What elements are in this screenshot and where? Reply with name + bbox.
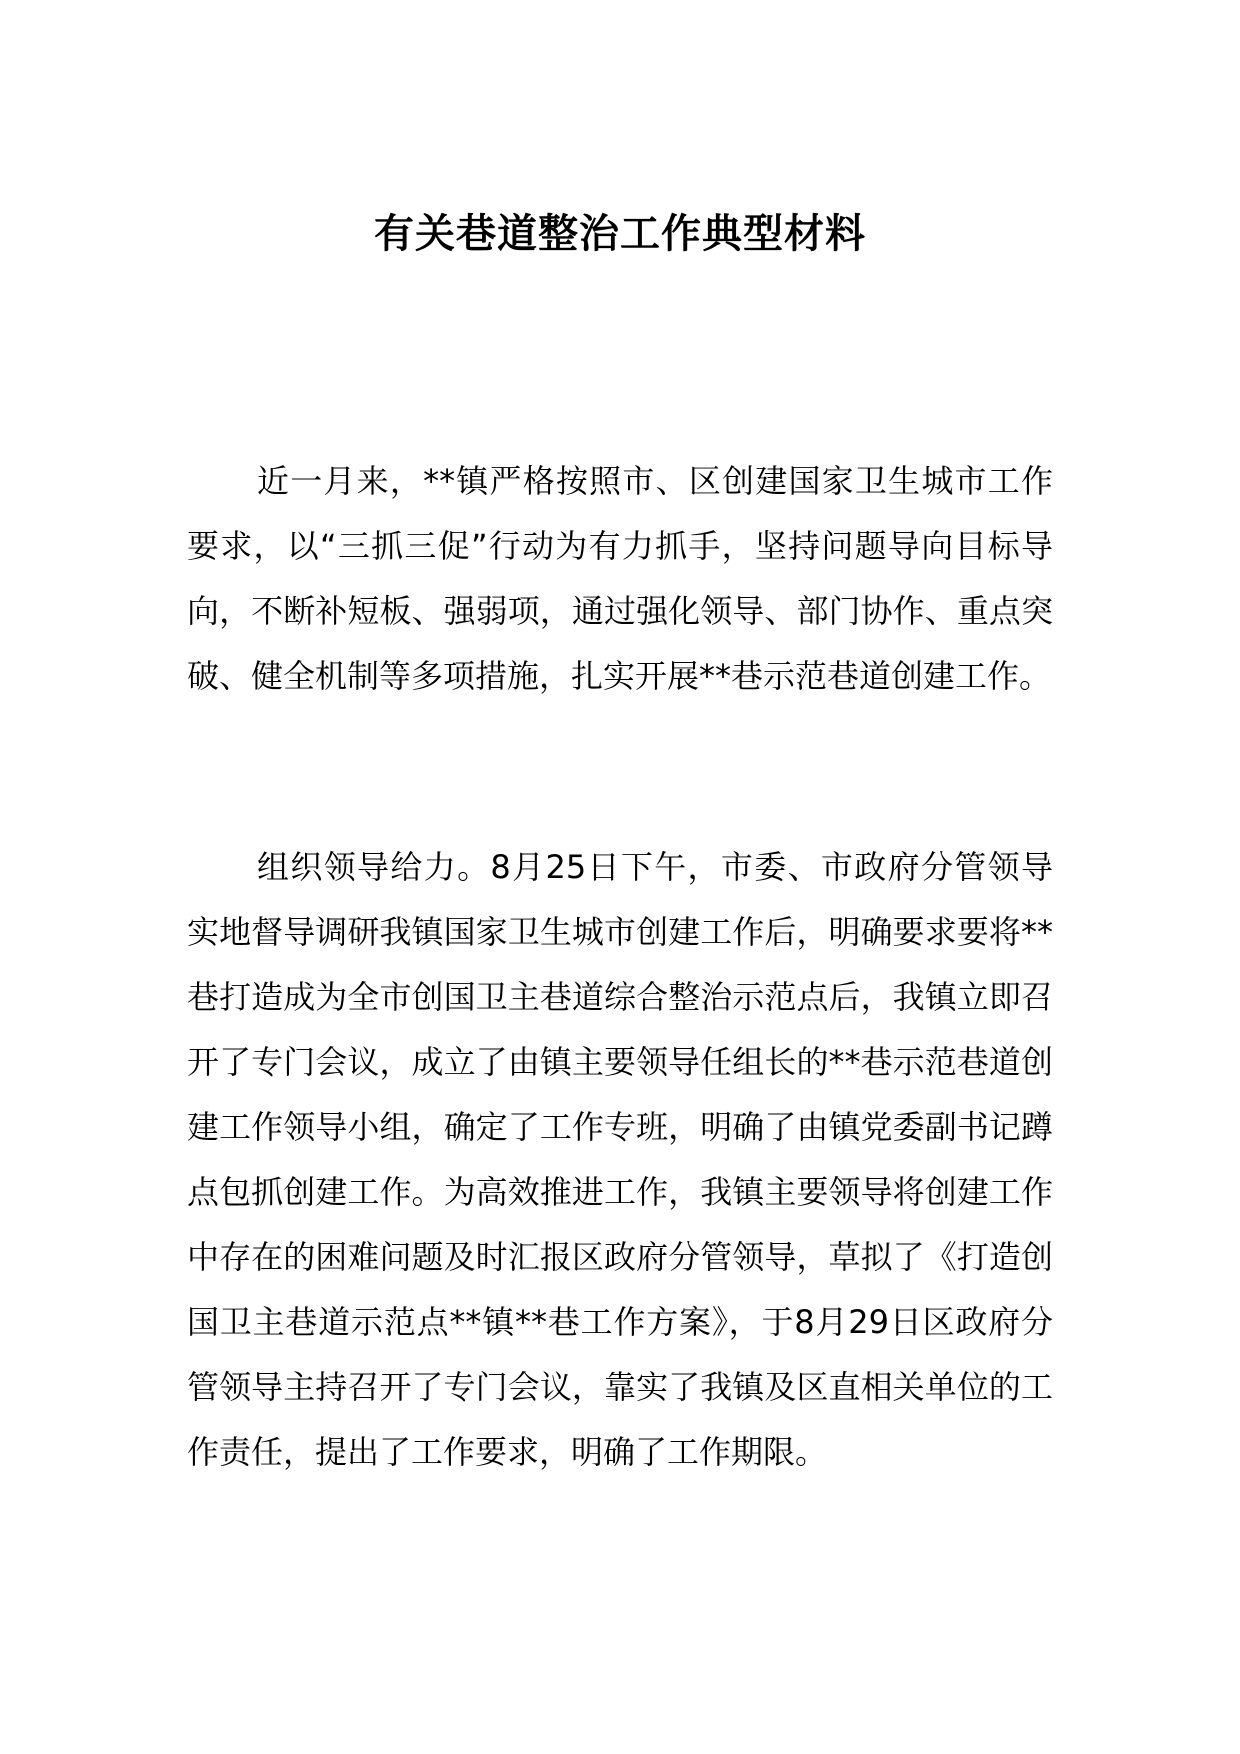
paragraph-organization-leadership: 组织领导给力。8月25日下午，市委、市政府分管领导实地督导调研我镇国家卫生城市创建工作后，明确要求要将**巷打造成为全市创国卫主巷道综合整治示范点后，我镇立即召开了专门会议，成立了由镇主要领导任组长的**巷示范巷道创建工作领导小组，确定了工作专班，明确了由镇党委副书记蹲点包抓创建工作。为高效推进工作，我镇主要领导将创建工作中存在的困难问题及时汇报区政府分管领导，草拟了《打造创国卫主巷道示范点**镇**巷工作方案》，于8月29日区政府分管领导主持召开了专门会议，靠实了我镇及区直相关单位的工作责任，提出了工作要求，明确了工作期限。 bbox=[187, 848, 1053, 1471]
document-title: 有关巷道整治工作典型材料 bbox=[374, 211, 866, 257]
paragraph-intro: 近一月来，**镇严格按照市、区创建国家卫生城市工作要求，以“三抓三促”行动为有力抓手，坚持问题导向目标导向，不断补短板、强弱项，通过强化领导、部门协作、重点突破、健全机制等多项措施，扎实开展**巷示范巷道创建工作。 bbox=[187, 462, 1053, 695]
